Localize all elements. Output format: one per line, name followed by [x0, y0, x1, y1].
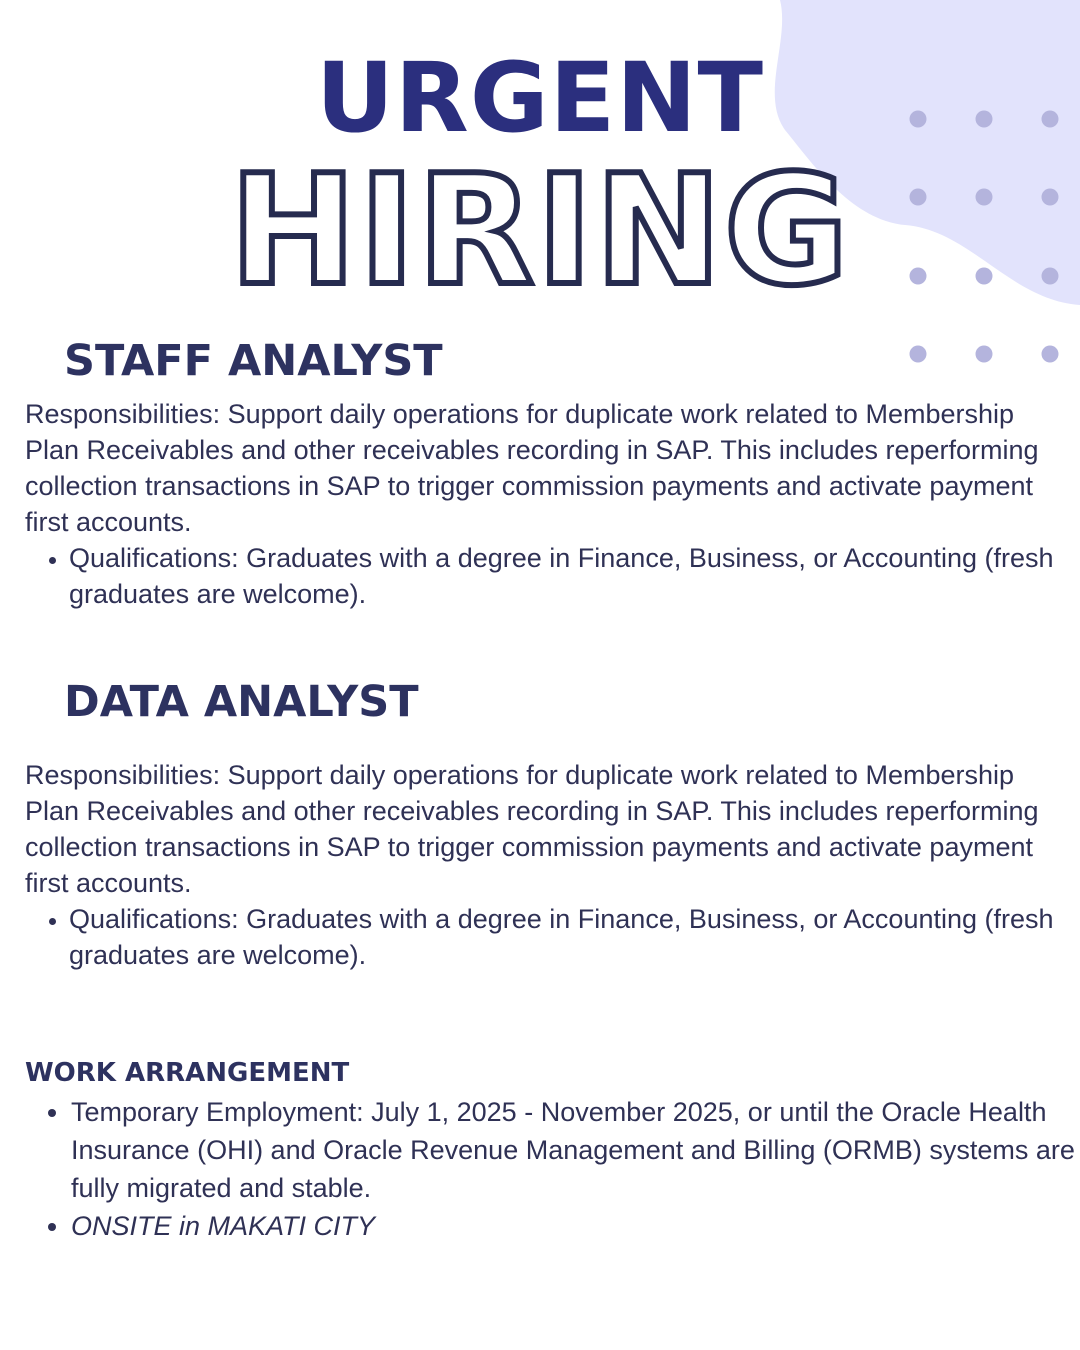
headline-hiring: HIRING — [229, 142, 851, 319]
work-arrangement-list — [25, 1093, 1080, 1245]
headline-urgent: URGENT — [315, 42, 765, 154]
job-qualifications: • Qualifications: Graduates with a degree in Finance, Business, or Accounting (fresh graduates are welcome). — [69, 540, 1080, 612]
work-arrangement-location: • ONSITE in MAKATI CITY — [71, 1207, 1080, 1245]
headline — [0, 42, 1080, 319]
job-title-staff-analyst: STAFF ANALYST — [64, 336, 443, 386]
work-arrangement-title: WORK ARRANGEMENT — [25, 1058, 350, 1088]
job-title-data-analyst: DATA ANALYST — [64, 677, 419, 727]
job-qualifications: • Qualifications: Graduates with a degree in Finance, Business, or Accounting (fresh graduates are welcome). — [69, 901, 1080, 973]
work-arrangement-employment: • Temporary Employment: July 1, 2025 - November 2025, or until the Oracle Health Insurance (OHI) and Oracle Revenue Management and Billing (ORMB) systems are fully migrated and stable. — [71, 1093, 1080, 1207]
job-qualifications-list — [25, 901, 1080, 973]
job-responsibilities: Responsibilities: Support daily operations for duplicate work related to Membership Plan Receivables and other receivables recording in SAP. This includes reperforming collection transactions in SAP to trigger commission payments and activate payment first accounts. — [25, 399, 1039, 537]
job-responsibilities: Responsibilities: Support daily operations for duplicate work related to Membership Plan Receivables and other receivables recording in SAP. This includes reperforming collection transactions in SAP to trigger commission payments and activate payment first accounts. — [25, 760, 1039, 898]
job-qualifications-list — [25, 540, 1080, 612]
